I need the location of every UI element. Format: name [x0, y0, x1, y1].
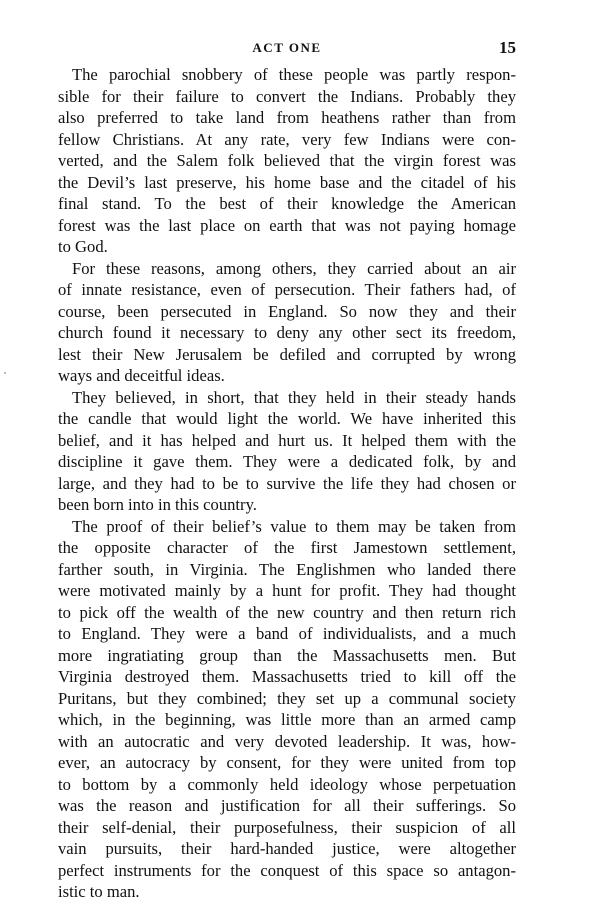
- text-line: ways and deceitful ideas.: [58, 366, 225, 385]
- text-line: belief, and it has helped and hurt us. It helped them with the: [58, 430, 516, 450]
- text-line: also preferred to take land from heathens rather than from: [58, 108, 516, 127]
- text-line: Virginia destroyed them. Massachusetts tried to kill off the: [58, 667, 516, 686]
- margin-mark: [4, 372, 6, 374]
- text-line: fellow Christians. At any rate, very few Indians were con-: [58, 129, 516, 149]
- text-line: large, and they had to be to survive the life they had chosen or: [58, 473, 516, 493]
- page-number: 15: [499, 38, 516, 57]
- text-line: been born into in this country.: [58, 495, 257, 514]
- text-line: final stand. To the best of their knowledge the American: [58, 194, 516, 213]
- text-line: to pick off the wealth of the new country and then return rich: [58, 602, 516, 622]
- text-line: The parochial snobbery of these people was partly respon-: [72, 65, 516, 84]
- text-line: verted, and the Salem folk believed that the virgin forest was: [58, 151, 516, 170]
- text-line: to England. They were a band of individualists, and a much: [58, 624, 516, 643]
- text-line: farther south, in Virginia. The Englishmen who landed there: [58, 559, 516, 579]
- text-line: to God.: [58, 237, 108, 256]
- text-line: lest their New Jerusalem be defiled and corrupted by wrong: [58, 344, 516, 364]
- text-line: the candle that would light the world. We have inherited this: [58, 409, 516, 428]
- text-line: The proof of their belief’s value to them may be taken from: [72, 516, 516, 536]
- text-line: which, in the beginning, was little more than an armed camp: [58, 710, 516, 729]
- text-line: to bottom by a commonly held ideology whose perpetuation: [58, 774, 516, 794]
- text-line: forest was the last place on earth that was not paying homage: [58, 215, 516, 235]
- text-line: church found it necessary to deny any other sect its freedom,: [58, 323, 516, 342]
- text-line: sible for their failure to convert the Indians. Probably they: [58, 86, 516, 106]
- text-line: their self-denial, their purposefulness, their suspicion of all: [58, 817, 516, 837]
- text-line: more ingratiating group than the Massachusetts men. But: [58, 645, 516, 665]
- text-line: with an autocratic and very devoted leadership. It was, how-: [58, 731, 516, 751]
- text-line: They believed, in short, that they held in their steady hands: [72, 387, 516, 407]
- text-line: perfect instruments for the conquest of this space so antagon-: [58, 860, 516, 880]
- running-head: ACT ONE: [252, 40, 322, 55]
- text-line: of innate resistance, even of persecution. Their fathers had, of: [58, 280, 516, 299]
- text-line: discipline it gave them. They were a dedicated folk, by and: [58, 452, 516, 471]
- text-line: the opposite character of the first Jamestown settlement,: [58, 538, 516, 557]
- body-text: [58, 64, 516, 903]
- text-line: vain pursuits, their hard-handed justice, were altogether: [58, 839, 516, 858]
- text-line: were motivated mainly by a hunt for profit. They had thought: [58, 581, 516, 600]
- text-line: ever, an autocracy by consent, for they were united from top: [58, 753, 516, 772]
- page-header: [58, 38, 516, 58]
- text-line: the Devil’s last preserve, his home base and the citadel of his: [58, 172, 516, 192]
- text-line: istic to man.: [58, 882, 140, 901]
- text-line: was the reason and justification for all their sufferings. So: [58, 796, 516, 815]
- text-line: For these reasons, among others, they carried about an air: [72, 258, 516, 278]
- text-line: Puritans, but they combined; they set up a communal society: [58, 688, 516, 708]
- text-line: course, been persecuted in England. So now they and their: [58, 301, 516, 321]
